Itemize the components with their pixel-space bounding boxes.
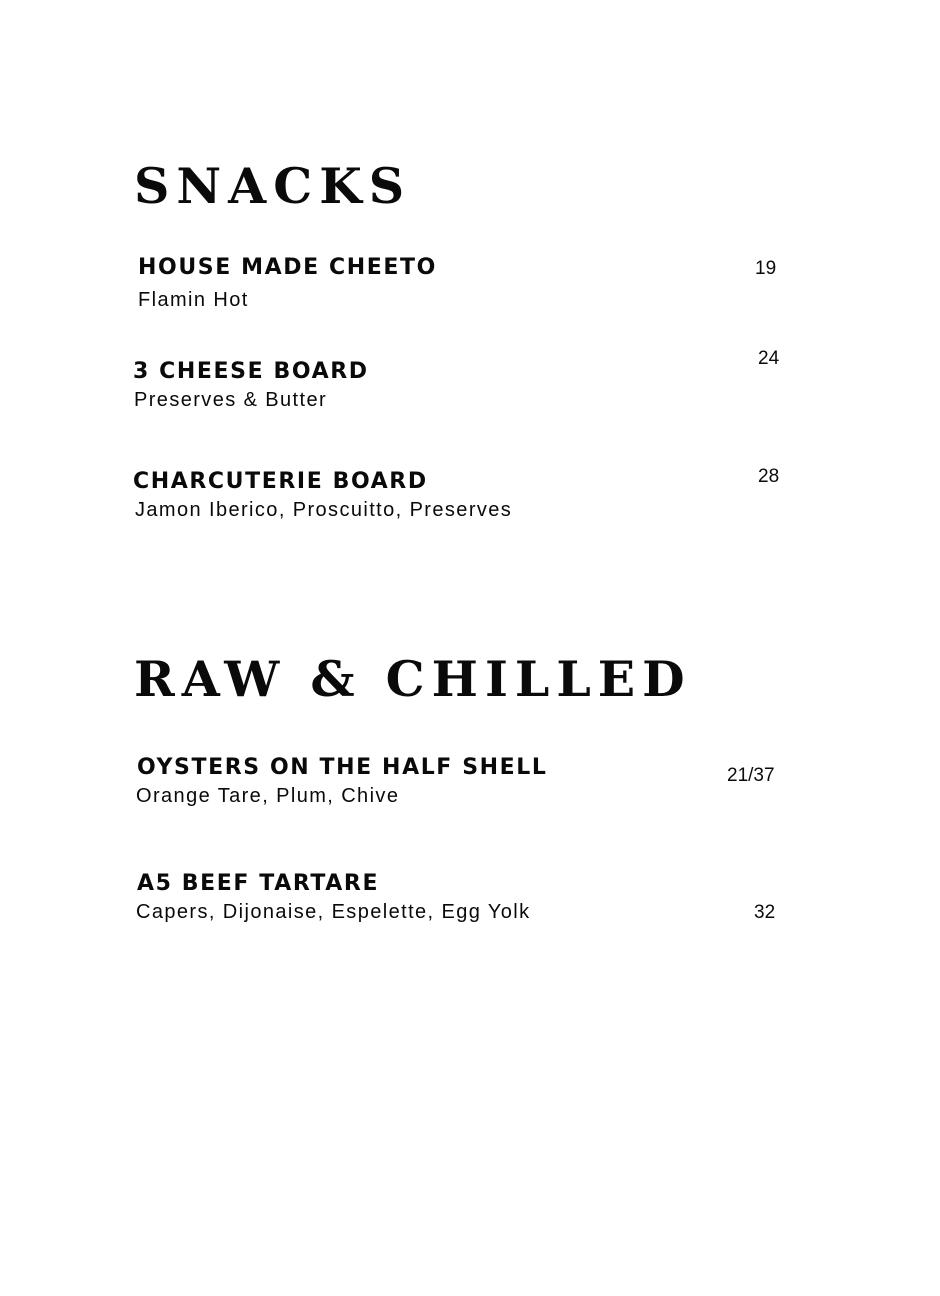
menu-item-price: 21/37	[727, 765, 775, 786]
menu-item-price: 19	[755, 258, 777, 279]
menu-item-name: A5 BEEF TARTARE	[137, 871, 380, 896]
section-title-raw-chilled: RAW & CHILLED	[134, 650, 692, 708]
menu-item-description: Orange Tare, Plum, Chive	[136, 785, 400, 807]
menu-item-description: Capers, Dijonaise, Espelette, Egg Yolk	[136, 901, 531, 923]
menu-item-price: 32	[754, 902, 776, 923]
menu-item-name: 3 CHEESE BOARD	[133, 359, 369, 384]
menu-item-description: Preserves & Butter	[134, 389, 328, 411]
menu-item-description: Flamin Hot	[138, 289, 249, 311]
menu-item-price: 24	[758, 348, 780, 369]
section-title-snacks: SNACKS	[134, 157, 412, 215]
menu-item-name: OYSTERS ON THE HALF SHELL	[137, 755, 548, 780]
menu-item-description: Jamon Iberico, Proscuitto, Preserves	[135, 499, 513, 521]
menu-item-price: 28	[758, 466, 780, 487]
menu-item-name: CHARCUTERIE BOARD	[133, 469, 428, 494]
menu-item-name: HOUSE MADE CHEETO	[138, 255, 437, 280]
